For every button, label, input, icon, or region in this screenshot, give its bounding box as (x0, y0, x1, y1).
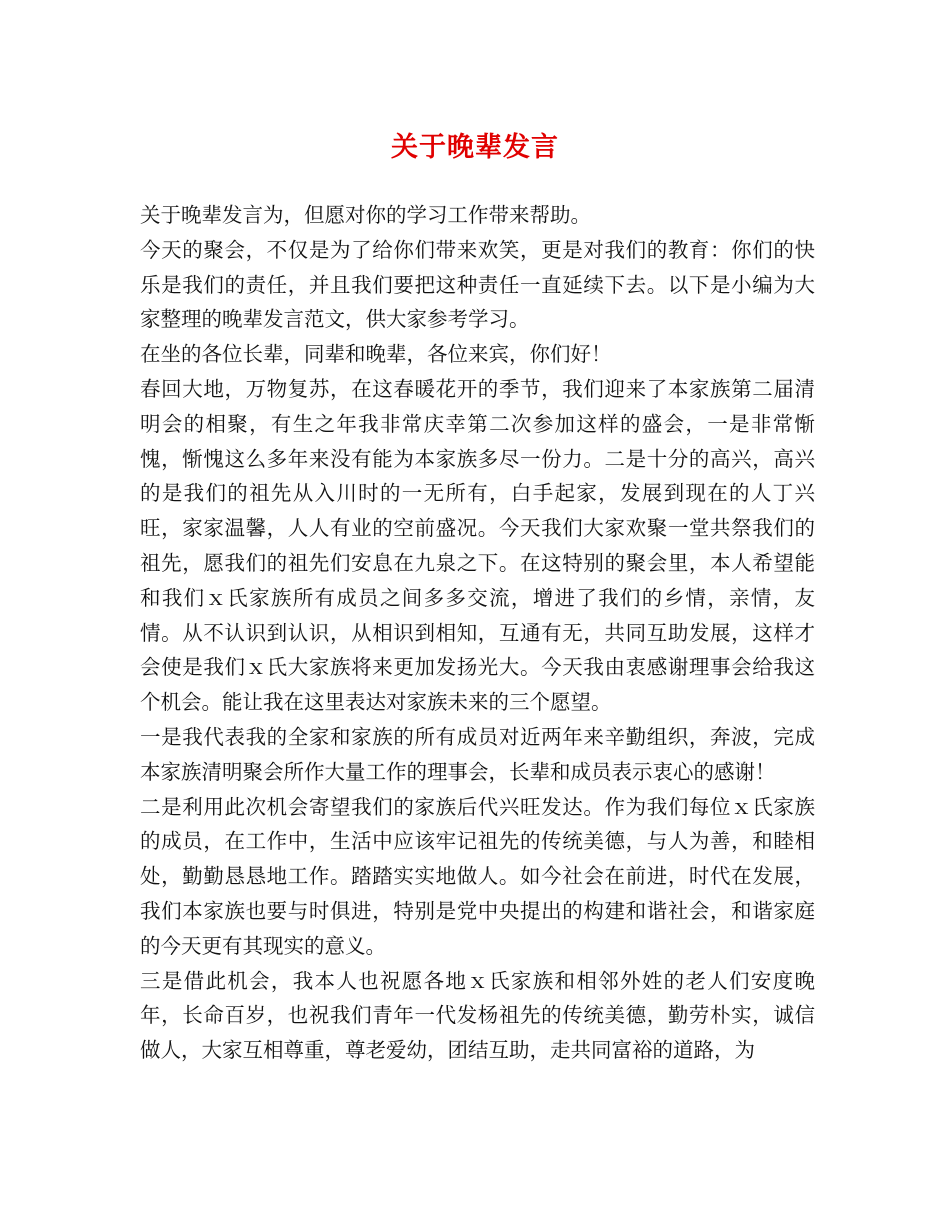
document-title: 关于晚辈发言 (391, 132, 559, 163)
paragraph-wish-three: 三是借此机会，我本人也祝愿各地ｘ氏家族和相邻外姓的老人们安度晚年，长命百岁，也祝我们青年一代发杨祖先的传统美德，勤劳朴实，诚信做人，大家互相尊重，尊老爱幼，团结互助，走共同富裕的道路，为 (140, 968, 815, 1063)
paragraph-wish-two: 二是利用此次机会寄望我们的家族后代兴旺发达。作为我们每位ｘ氏家族的成员，在工作中，生活中应该牢记祖先的传统美德，与人为善，和睦相处，勤勤恳恳地工作。踏踏实实地做人。如今社会在前进，时代在发展，我们本家族也要与时俱进，特别是党中央提出的构建和谐社会，和谐家庭的今天更有其现实的意义。 (140, 794, 815, 958)
paragraph-intro: 关于晚辈发言为，但愿对你的学习工作带来帮助。 (140, 203, 591, 227)
paragraph-gathering: 今天的聚会，不仅是为了给你们带来欢笑，更是对我们的教育：你们的快乐是我们的责任，并且我们要把这种责任一直延续下去。以下是小编为大家整理的晚辈发言范文，供大家参考学习。 (140, 237, 815, 332)
paragraph-spring: 春回大地，万物复苏，在这春暖花开的季节，我们迎来了本家族第二届清明会的相聚，有生之年我非常庆幸第二次参加这样的盛会，一是非常惭愧，惭愧这么多年来没有能为本家族多尽一份力。二是十分的高兴，高兴的是我们的祖先从入川时的一无所有，白手起家，发展到现在的人丁兴旺，家家温馨，人人有业的空前盛况。今天我们大家欢聚一堂共祭我们的祖先，愿我们的祖先们安息在九泉之下。在这特别的聚会里，本人希望能和我们ｘ氏家族所有成员之间多多交流，增进了我们的乡情，亲情，友情。从不认识到认识，从相识到相知，互通有无，共同互助发展，这样才会使是我们ｘ氏大家族将来更加发扬光大。今天我由衷感谢理事会给我这个机会。能让我在这里表达对家族未来的三个愿望。 (140, 376, 815, 715)
paragraph-greeting: 在坐的各位长辈，同辈和晚辈，各位来宾，你们好！ (140, 342, 612, 367)
document-body (140, 198, 815, 1068)
paragraph-wish-one: 一是我代表我的全家和家族的所有成员对近两年来辛勤组织，奔波，完成本家族清明聚会所作大量工作的理事会，长辈和成员表示衷心的感谢！ (140, 724, 815, 784)
